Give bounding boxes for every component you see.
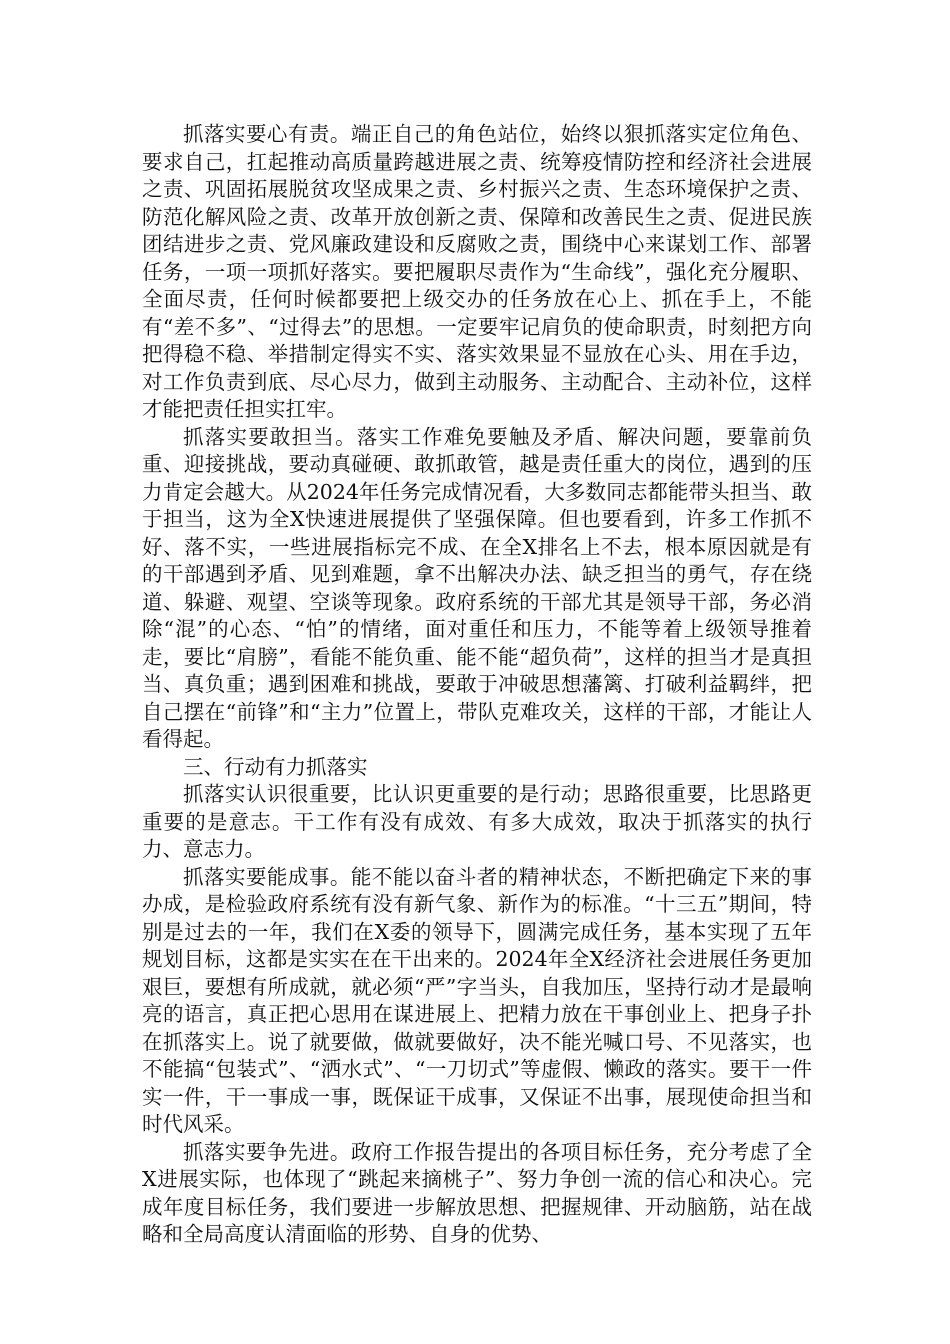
paragraph-courage: 抓落实要敢担当。落实工作难免要触及矛盾、解决问题，要靠前负重、迎接挑战，要动真碰硬、敢抓敢管，越是责任重大的岗位，遇到的压力肯定会越大。从2024年任务完成情况看，大多数同志都能带头担当、敢于担当，这为全X快速进展提供了坚强保障。但也要看到，许多工作抓不好、落不实，一些进展指标完不成、在全X排名上不去，根本原因就是有的干部遇到矛盾、见到难题，拿不出解决办法、缺乏担当的勇气，存在绕道、躲避、观望、空谈等现象。政府系统的干部尤其是领导干部，务必消除“混”的心态、“怕”的情绪，面对重任和压力，不能等着上级领导推着走，要比“肩膀”，看能不能负重、能不能“超负荷”，这样的担当才是真担当、真负重；遇到困难和挑战，要敢于冲破思想藩篱、打破利益羁绊，把自己摆在“前锋”和“主力”位置上，带队克难攻关，这样的干部，才能让人看得起。 bbox=[142, 424, 812, 751]
paragraph-action: 抓落实认识很重要，比认识更重要的是行动；思路很重要，比思路更重要的是意志。干工作有没有成效、有多大成效，取决于抓落实的执行力、意志力。 bbox=[142, 782, 812, 861]
paragraph-achieve: 抓落实要能成事。能不能以奋斗者的精神状态，不断把确定下来的事办成，是检验政府系统有没有新气象、新作为的标准。“十三五”期间，特别是过去的一年，我们在X委的领导下，圆满完成任务，基本实现了五年规划目标，这都是实实在在干出来的。2024年全X经济社会进展任务更加艰巨，要想有所成就，就必须“严”字当头，自我加压，坚持行动才是最响亮的语言，真正把心思用在谋进展上、把精力放在干事创业上、把身子扑在抓落实上。说了就要做，做就要做好，决不能光喊口号、不见落实，也不能搞“包装式”、“洒水式”、“一刀切式”等虚假、懒政的落实。要干一件实一件，干一事成一事，既保证干成事，又保证不出事，展现使命担当和时代风采。 bbox=[142, 864, 812, 1136]
paragraph-responsibility: 抓落实要心有责。端正自己的角色站位，始终以狠抓落实定位角色、要求自己，扛起推动高质量跨越进展之责、统筹疫情防控和经济社会进展之责、巩固拓展脱贫攻坚成果之责、乡村振兴之责、生态环境保护之责、防范化解风险之责、改革开放创新之责、保障和改善民生之责、促进民族团结进步之责、党风廉政建设和反腐败之责，围绕中心来谋划工作、部署任务，一项一项抓好落实。要把履职尽责作为“生命线”，强化充分履职、全面尽责，任何时候都要把上级交办的任务放在心上、抓在手上，不能有“差不多”、“过得去”的思想。一定要牢记肩负的使命职责，时刻把方向把得稳不稳、举措制定得实不实、落实效果显不显放在心头、用在手边，对工作负责到底、尽心尽力，做到主动服务、主动配合、主动补位，这样才能把责任担实扛牢。 bbox=[142, 122, 812, 421]
section-heading: 三、行动有力抓落实 bbox=[183, 754, 368, 779]
paragraph-excel: 抓落实要争先进。政府工作报告提出的各项目标任务，充分考虑了全X进展实际，也体现了“跳起来摘桃子”、努力争创一流的信心和决心。完成年度目标任务，我们要进一步解放思想、把握规律、开动脑筋，站在战略和全局高度认清面临的形势、自身的优势、 bbox=[142, 1139, 812, 1246]
document-page bbox=[142, 121, 812, 1249]
